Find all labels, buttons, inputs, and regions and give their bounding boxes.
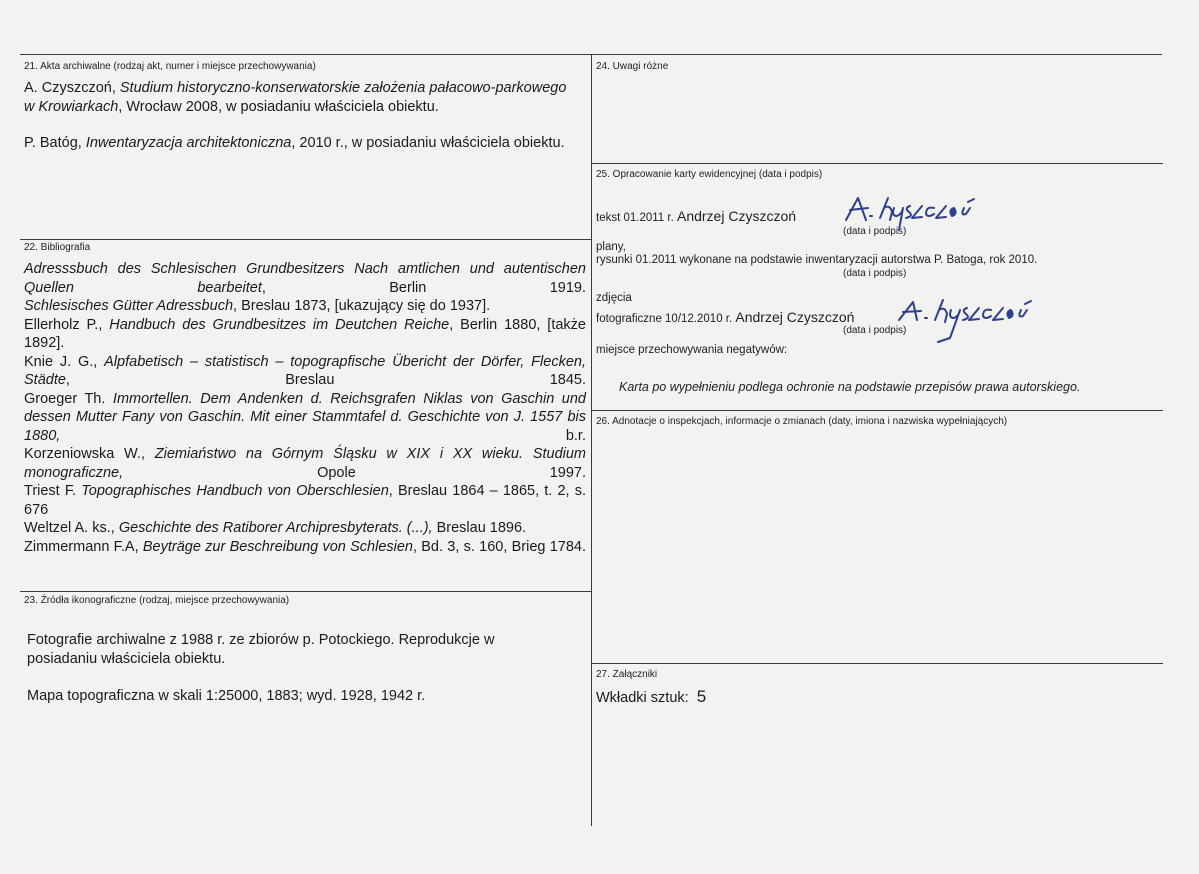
foto-author: Andrzej Czyszczoń (735, 309, 855, 325)
section-23-label: 23. Źródła ikonograficzne (rodzaj, miejsce przechowywania) (24, 595, 290, 606)
bib-rest: , Breslau 1864 – 1865, t. 2, s. 676 (24, 483, 586, 518)
tekst-author: Andrzej Czyszczoń (676, 208, 797, 224)
bib-entry (24, 445, 586, 482)
bib-title: Schlesisches Gütter Adressbuch (24, 298, 234, 314)
tekst-date: tekst 01.2011 r. (596, 212, 677, 224)
bib-rest: , Bd. 3, s. 160, Brieg 1784. (412, 538, 586, 555)
section-27-label: 27. Załączniki (596, 669, 658, 680)
rysunki-line: rysunki 01.2011 wykonane na podstawie inwentaryzacji autorstwa P. Batoga, rok 2010. (596, 254, 1038, 266)
section-26-label: 26. Adnotacje o inspekcjach, informacje o zmianach (daty, imiona i nazwiska wypełniających) (596, 416, 1008, 427)
rysunki-caption: (data i podpis) (843, 268, 907, 279)
bib-title: Immortellen. Dem Andenken d. Reichsgrafen Niklas von Gaschin und dessen Mutter Fany von Gaschin. Mit einer Stammtafel d. Geschichte von J. 1557 bis 1880, (24, 390, 586, 444)
foto-caption: (data i podpis) (843, 325, 907, 336)
plany-label: plany, (596, 241, 626, 253)
bib-rest: Breslau 1896. (432, 520, 527, 536)
signature-strokes (899, 300, 1031, 342)
entry-author: A. Czyszczoń, (24, 80, 120, 96)
entry-title: Studium historyczno-konserwatorskie założenia pałacowo-parkowego w Krowiarkach (24, 80, 567, 115)
rule-right-25 (591, 163, 1163, 164)
bib-entry (24, 390, 586, 446)
signature-1 (842, 192, 982, 240)
attachments-count (596, 688, 706, 708)
rule-right-27 (591, 663, 1163, 664)
iconographic-source-1: Fotografie archiwalne z 1988 r. ze zbiorów p. Potockiego. Reprodukcje w posiadaniu właściciela obiektu. (27, 632, 495, 667)
rule-left-23 (20, 591, 591, 592)
tekst-line (596, 208, 796, 224)
entry-rest: , 2010 r., w posiadaniu właściciela obiektu. (291, 135, 565, 151)
bib-author: Knie J. G., (24, 353, 105, 370)
rule-right-26 (591, 410, 1163, 411)
bib-author: Triest F. (24, 483, 82, 499)
bib-author: Zimmermann F.A, (24, 538, 143, 555)
bibliography-list (24, 260, 586, 556)
section-22-label: 22. Bibliografia (24, 242, 91, 253)
zdjecia-label: zdjęcia (596, 292, 632, 304)
entry-author: P. Batóg, (24, 135, 86, 151)
bib-rest: , Berlin 1880, [także 1892]. (24, 316, 586, 351)
bib-title: Geschichte des Ratiborer Archipresbyterats. (...), (118, 520, 433, 536)
bib-title: Handbuch des Grundbesitzes im Deutchen Reiche (109, 316, 450, 333)
bib-author: Weltzel A. ks., (24, 520, 119, 536)
bib-title: Ziemiaństwo na Górnym Śląsku w XIX i XX wieku. Studium monograficzne, (24, 446, 586, 481)
section-25-label: 25. Opracowanie karty ewidencyjnej (data i podpis) (596, 169, 823, 180)
bib-entry (24, 353, 586, 390)
bib-author: Groeger Th. (24, 390, 113, 407)
center-divider (591, 54, 592, 826)
bib-author: Ellerholz P., (24, 316, 110, 333)
attachments-label: Wkładki sztuk: (596, 690, 689, 706)
bib-rest: , Breslau 1845. (65, 372, 586, 388)
entry-rest: , Wrocław 2008, w posiadaniu właściciela obiektu. (118, 98, 439, 115)
bib-rest: Opole 1997. (123, 464, 586, 481)
signature-strokes (846, 198, 974, 230)
bib-entry (24, 482, 586, 519)
tekst-caption: (data i podpis) (843, 226, 907, 237)
bib-rest: , Berlin 1919. (261, 279, 586, 296)
section-21-entry-2 (24, 134, 569, 153)
bib-title: Alpfabetisch – statistisch – topograpfische Übericht der Dörfer, Flecken, Städte (24, 353, 586, 388)
bib-entry (24, 519, 586, 538)
bib-entry (24, 538, 586, 557)
bib-entry (24, 260, 586, 297)
bib-author: Korzeniowska W., (24, 446, 155, 462)
foto-line (596, 309, 854, 325)
bib-entry (24, 297, 586, 316)
bib-title: Adresssbuch des Schlesischen Grundbesitzers Nach amtlichen und autentischen Quellen bearbeitet (24, 261, 586, 296)
section-21-entry-1 (24, 79, 569, 116)
copyright-note: Karta po wypełnieniu podlega ochronie na podstawie przepisów prawa autorskiego. (619, 380, 1081, 394)
entry-title: Inwentaryzacja architektoniczna (85, 135, 292, 151)
bib-entry (24, 316, 586, 353)
negatives-location-label: miejsce przechowywania negatywów: (596, 344, 788, 356)
attachments-value: 5 (696, 687, 707, 706)
rule-left-22 (20, 239, 591, 240)
bib-title: Topographisches Handbuch von Oberschlesien (81, 483, 389, 499)
bib-rest: b.r. (60, 427, 586, 444)
bib-rest: , Breslau 1873, [ukazujący się do 1937]. (233, 298, 491, 314)
section-21-label: 21. Akta archiwalne (rodzaj akt, numer i miejsce przechowywania) (24, 61, 316, 72)
section-24-label: 24. Uwagi różne (596, 61, 669, 72)
iconographic-source-2: Mapa topograficzna w skali 1:25000, 1883; wyd. 1928, 1942 r. (27, 688, 426, 704)
bib-title: Beytrӓge zur Beschreibung von Schlesien (142, 538, 413, 555)
signature-2 (895, 294, 1045, 344)
foto-date: fotograficzne 10/12.2010 r. (596, 313, 736, 325)
